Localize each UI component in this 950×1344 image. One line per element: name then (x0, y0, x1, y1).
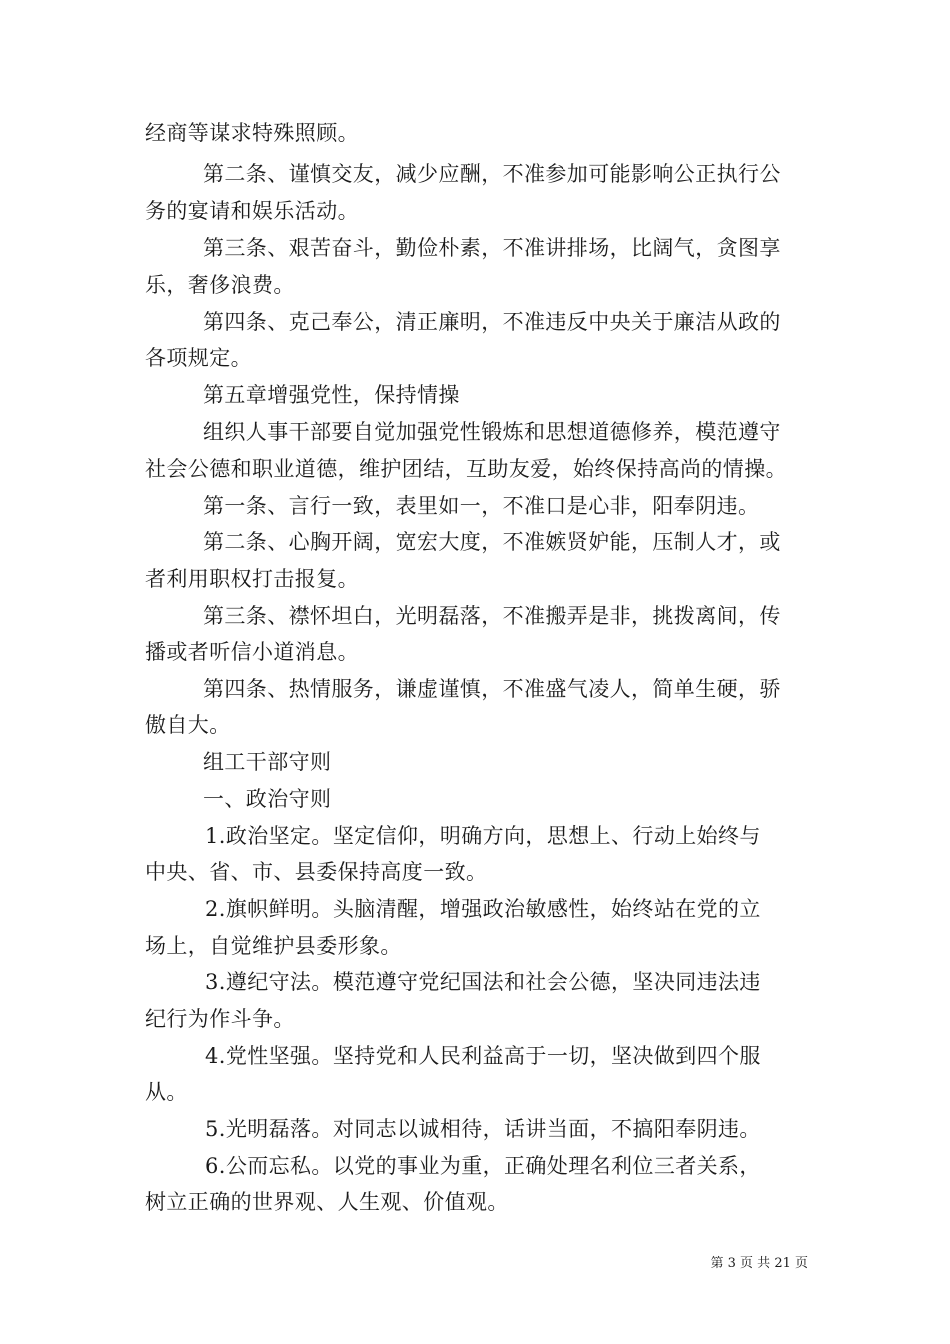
text-line: 播或者听信小道消息。 (145, 640, 359, 664)
section-heading: 一、政治守则 (203, 787, 332, 811)
text-line: 1.政治坚定。坚定信仰，明确方向，思想上、行动上始终与 (205, 824, 761, 848)
text-line: 第一条、言行一致，表里如一，不准口是心非，阳奉阴违。 (203, 494, 760, 518)
text-line: 5.光明磊落。对同志以诚相待，话讲当面，不搞阳奉阴违。 (205, 1117, 761, 1141)
text-line: 第二条、心胸开阔，宽宏大度，不准嫉贤妒能，压制人才，或 (203, 530, 781, 554)
text-line: 社会公德和职业道德，维护团结，互助友爱，始终保持高尚的情操。 (145, 457, 787, 481)
chapter-heading: 第五章增强党性，保持情操 (203, 383, 460, 407)
text-line: 各项规定。 (145, 346, 252, 370)
text-line: 4.党性坚强。坚持党和人民利益高于一切，坚决做到四个服 (205, 1044, 761, 1068)
text-line: 树立正确的世界观、人生观、价值观。 (145, 1190, 509, 1214)
text-line: 2.旗帜鲜明。头脑清醒，增强政治敏感性，始终站在党的立 (205, 897, 761, 921)
text-line: 第三条、艰苦奋斗，勤俭朴素，不准讲排场，比阔气，贪图享 (203, 236, 781, 260)
text-line: 乐，奢侈浪费。 (145, 273, 295, 297)
text-line: 第四条、热情服务，谦虚谨慎，不准盛气凌人，简单生硬，骄 (203, 677, 781, 701)
text-line: 傲自大。 (145, 713, 231, 737)
text-line: 经商等谋求特殊照顾。 (145, 121, 359, 145)
text-line: 第三条、襟怀坦白，光明磊落，不准搬弄是非，挑拨离间，传 (203, 604, 781, 628)
text-line: 从。 (145, 1080, 188, 1104)
text-line: 场上，自觉维护县委形象。 (145, 934, 402, 958)
page-footer (0, 1252, 808, 1271)
text-line: 纪行为作斗争。 (145, 1007, 295, 1031)
section-heading: 组工干部守则 (203, 750, 332, 774)
text-line: 者利用职权打击报复。 (145, 567, 359, 591)
text-line: 6.公而忘私。以党的事业为重，正确处理名利位三者关系， (205, 1154, 761, 1178)
text-line: 组织人事干部要自觉加强党性锻炼和思想道德修养，模范遵守 (203, 420, 781, 444)
text-line: 第四条、克己奉公，清正廉明，不准违反中央关于廉洁从政的 (203, 310, 781, 334)
page-number: 第 3 页 共 21 页 (710, 1256, 808, 1271)
text-line: 3.遵纪守法。模范遵守党纪国法和社会公德，坚决同违法违 (205, 970, 761, 994)
text-line: 务的宴请和娱乐活动。 (145, 199, 359, 223)
text-line: 第二条、谨慎交友，减少应酬，不准参加可能影响公正执行公 (203, 162, 781, 186)
text-line: 中央、省、市、县委保持高度一致。 (145, 860, 488, 884)
